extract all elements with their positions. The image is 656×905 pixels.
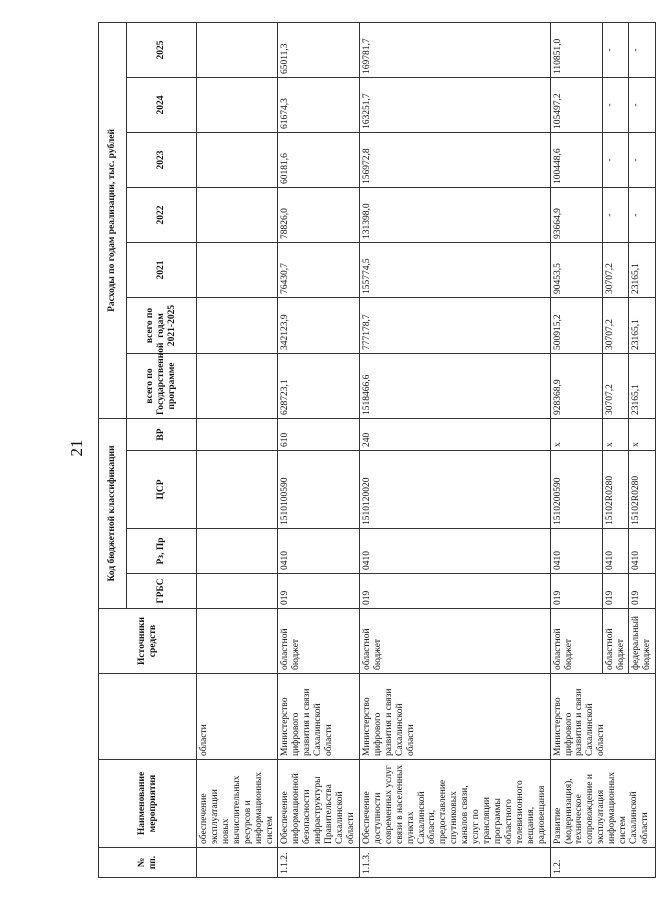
cell-num: 1.1.2. <box>278 848 359 878</box>
cell-2022: 131398,0 <box>359 187 550 242</box>
cell-grbs: 019 <box>629 574 656 609</box>
cell-source: федеральный бюджет <box>629 609 656 674</box>
cell-source: областной бюджет <box>359 609 550 674</box>
cell-rz-pr: 0410 <box>278 529 359 574</box>
cell-2022: - <box>629 187 656 242</box>
header-vr: ВР <box>127 418 197 450</box>
cell-num: 1.1.3. <box>359 848 550 878</box>
header-budget-code-group: Код бюджетной классификации <box>99 418 127 608</box>
header-total-period: всего по годам 2021-2025 <box>127 297 197 353</box>
cell-executor: Министерство цифрового развития и связи Сахалинской области <box>550 674 656 760</box>
cell-num: 1.2. <box>550 848 656 878</box>
cell-2021: 23165,1 <box>629 242 656 297</box>
table-row <box>359 22 550 877</box>
cell-executor: области <box>197 674 278 760</box>
cell-2022: - <box>602 187 629 242</box>
cell-total-period: 500915,2 <box>550 297 602 353</box>
page-number: 21 <box>67 439 86 457</box>
header-grbs: ГРБС <box>127 574 197 609</box>
cell-2022: 78826,0 <box>278 187 359 242</box>
cell-vr: х <box>629 418 656 450</box>
cell-total-program: 30707,2 <box>602 353 629 418</box>
cell-csr: 1510120020 <box>359 451 550 529</box>
cell-2022 <box>197 187 278 242</box>
table-row <box>278 22 359 877</box>
cell-total-program: 1518466,6 <box>359 353 550 418</box>
cell-total-program: 23165,1 <box>629 353 656 418</box>
header-csr: ЦСР <box>127 451 197 529</box>
cell-total-program: 628723,1 <box>278 353 359 418</box>
cell-2025: 169781,7 <box>359 22 550 77</box>
cell-vr: х <box>602 418 629 450</box>
cell-grbs <box>197 574 278 609</box>
cell-2022: 93664,9 <box>550 187 602 242</box>
cell-2023: 100448,6 <box>550 132 602 187</box>
header-year-2023: 2023 <box>127 132 197 187</box>
cell-2021: 155774,5 <box>359 242 550 297</box>
cell-2024 <box>197 77 278 132</box>
cell-total-period <box>197 297 278 353</box>
cell-2021: 90453,5 <box>550 242 602 297</box>
cell-2023 <box>197 132 278 187</box>
header-sources: Источники средств <box>99 609 197 674</box>
cell-source <box>197 609 278 674</box>
cell-2023: - <box>629 132 656 187</box>
rotated-table-container <box>98 23 653 878</box>
header-expenses-group: Расходы по годам реализации, тыс. рублей <box>99 22 127 418</box>
cell-csr <box>197 451 278 529</box>
cell-2025: - <box>602 22 629 77</box>
cell-2025: 110851,0 <box>550 22 602 77</box>
header-total-program: всего по Государственной программе <box>127 353 197 418</box>
cell-vr: 240 <box>359 418 550 450</box>
cell-csr: 15102R0280 <box>602 451 629 529</box>
cell-rz-pr: 0410 <box>550 529 602 574</box>
cell-total-period: 30707,2 <box>602 297 629 353</box>
cell-grbs: 019 <box>602 574 629 609</box>
cell-2024: 61674,3 <box>278 77 359 132</box>
cell-total-program: 928368,9 <box>550 353 602 418</box>
cell-2021 <box>197 242 278 297</box>
cell-source: областной бюджет <box>278 609 359 674</box>
cell-2023: - <box>602 132 629 187</box>
cell-2024: 163251,7 <box>359 77 550 132</box>
cell-2023: 156972,8 <box>359 132 550 187</box>
header-year-2022: 2022 <box>127 187 197 242</box>
header-name: Наименование мероприятия <box>99 760 197 848</box>
cell-rz-pr: 0410 <box>629 529 656 574</box>
header-rz-pr: Рз, Пр <box>127 529 197 574</box>
cell-rz-pr <box>197 529 278 574</box>
cell-vr: 610 <box>278 418 359 450</box>
cell-num <box>197 848 278 878</box>
cell-name: Обеспечение информационной безопасности инфраструктуры Правительства Сахалинской области <box>278 760 359 848</box>
cell-total-period: 777178,7 <box>359 297 550 353</box>
cell-rz-pr: 0410 <box>602 529 629 574</box>
cell-executor: Министерство цифрового развития и связи Сахалинской области <box>359 674 550 760</box>
cell-grbs: 019 <box>359 574 550 609</box>
cell-name: Развитие (модернизация), техническое сопровождение и эксплуатация информационных систем Сахалинской области <box>550 760 656 848</box>
cell-2024: - <box>602 77 629 132</box>
cell-name: Обеспечение доступности современных услуг связи в населенных пунктах Сахалинской области, предоставление спутниковых каналов связи, услуг по трансляции программы областного телевизионного вещания, радиовещания <box>359 760 550 848</box>
header-year-2021: 2021 <box>127 242 197 297</box>
cell-total-period: 342123,9 <box>278 297 359 353</box>
cell-name: обеспечение эксплуатации новых вычислительных ресурсов и информационных систем <box>197 760 278 848</box>
cell-2023: 60181,6 <box>278 132 359 187</box>
budget-table <box>98 22 656 878</box>
cell-2025: - <box>629 22 656 77</box>
cell-vr: х <box>550 418 602 450</box>
header-year-2024: 2024 <box>127 77 197 132</box>
cell-total-period: 23165,1 <box>629 297 656 353</box>
cell-2024: 105497,2 <box>550 77 602 132</box>
cell-rz-pr: 0410 <box>359 529 550 574</box>
cell-2025 <box>197 22 278 77</box>
cell-2021: 30707,2 <box>602 242 629 297</box>
cell-grbs: 019 <box>278 574 359 609</box>
cell-csr: 15102R0280 <box>629 451 656 529</box>
cell-2024: - <box>629 77 656 132</box>
cell-source: областной бюджет <box>602 609 629 674</box>
header-num: № пп. <box>99 848 197 878</box>
cell-grbs: 019 <box>550 574 602 609</box>
cell-vr <box>197 418 278 450</box>
header-executor <box>99 674 197 760</box>
cell-2021: 76430,7 <box>278 242 359 297</box>
cell-source: областной бюджет <box>550 609 602 674</box>
cell-executor: Министерство цифрового развития и связи Сахалинской области <box>278 674 359 760</box>
header-year-2025: 2025 <box>127 22 197 77</box>
table-row <box>550 22 602 877</box>
cell-total-program <box>197 353 278 418</box>
cell-2025: 65011,3 <box>278 22 359 77</box>
cell-csr: 1510200590 <box>550 451 602 529</box>
table-row <box>197 22 278 877</box>
cell-csr: 1510100590 <box>278 451 359 529</box>
